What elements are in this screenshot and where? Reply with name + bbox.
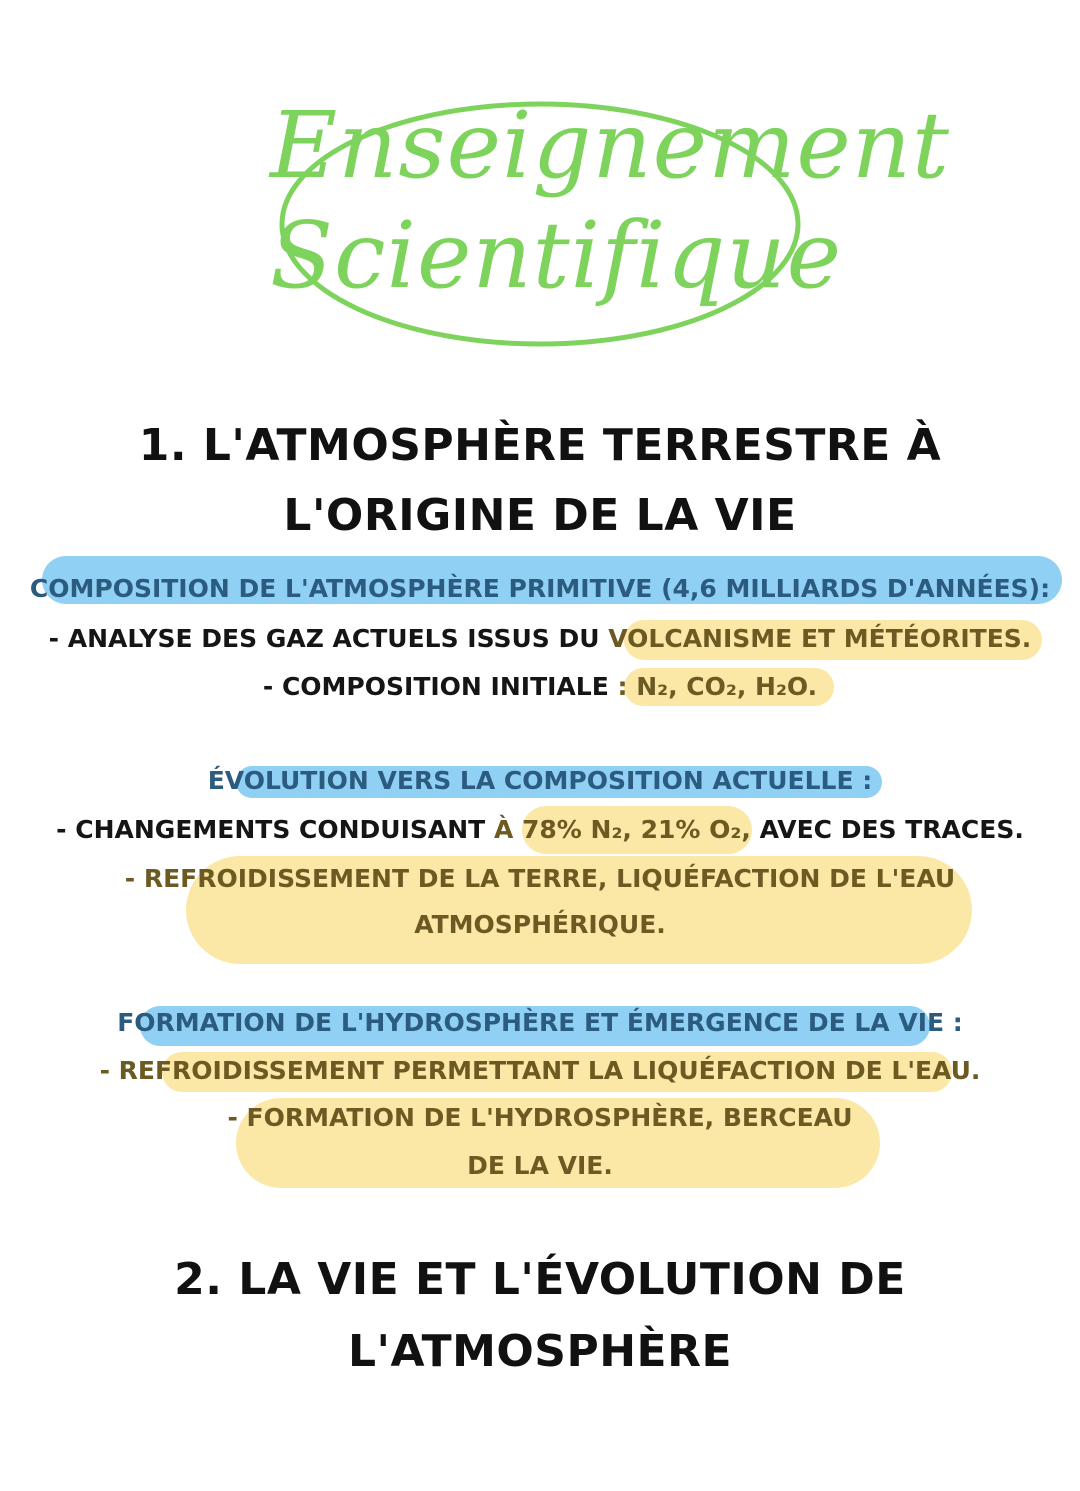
title-logo xyxy=(270,52,950,362)
section1-title-line1: 1. L'ATMOSPHÈRE TERRESTRE À xyxy=(138,420,942,471)
block1-heading: COMPOSITION DE L'ATMOSPHÈRE PRIMITIVE (4,6 MILLIARDS D'ANNÉES): xyxy=(29,574,1051,603)
block1-item1-text: - ANALYSE DES GAZ ACTUELS ISSUS DU xyxy=(48,624,609,653)
logo-line-2: Scientifique xyxy=(270,202,843,309)
section1-title-line2: L'ORIGINE DE LA VIE xyxy=(283,490,797,541)
block1-item2 xyxy=(0,672,1080,701)
block1-item1-highlight: VOLCANISME ET MÉTÉORITES. xyxy=(608,624,1032,653)
block1-item2-text: - COMPOSITION INITIALE xyxy=(262,672,618,701)
block2-item2-line1: - REFROIDISSEMENT DE LA TERRE, LIQUÉFACTION DE L'EAU xyxy=(124,864,956,893)
block2-item1-text-b: AVEC DES TRACES. xyxy=(750,815,1024,844)
block3-item1: - REFROIDISSEMENT PERMETTANT LA LIQUÉFACTION DE L'EAU. xyxy=(99,1056,981,1085)
block1-item2-highlight: : N₂, CO₂, H₂O. xyxy=(617,672,818,701)
block3-item2-line2: DE LA VIE. xyxy=(467,1151,613,1180)
block2-heading: ÉVOLUTION VERS LA COMPOSITION ACTUELLE : xyxy=(207,766,873,795)
block3-item2-line1: - FORMATION DE L'HYDROSPHÈRE, BERCEAU xyxy=(227,1103,853,1132)
block1-item1 xyxy=(0,624,1080,653)
logo-line-1: Enseignement xyxy=(270,92,950,199)
block2-item1-text-a: - CHANGEMENTS CONDUISANT xyxy=(56,815,494,844)
section2-title-line2: L'ATMOSPHÈRE xyxy=(347,1326,733,1377)
block2-item1-highlight: À 78% N₂, 21% O₂, xyxy=(493,815,751,844)
block3-heading: FORMATION DE L'HYDROSPHÈRE ET ÉMERGENCE DE LA VIE : xyxy=(117,1008,963,1037)
block2-item1 xyxy=(0,815,1080,844)
section2-title-line1: 2. LA VIE ET L'ÉVOLUTION DE xyxy=(174,1254,906,1305)
block2-item2-line2: ATMOSPHÉRIQUE. xyxy=(414,910,666,939)
